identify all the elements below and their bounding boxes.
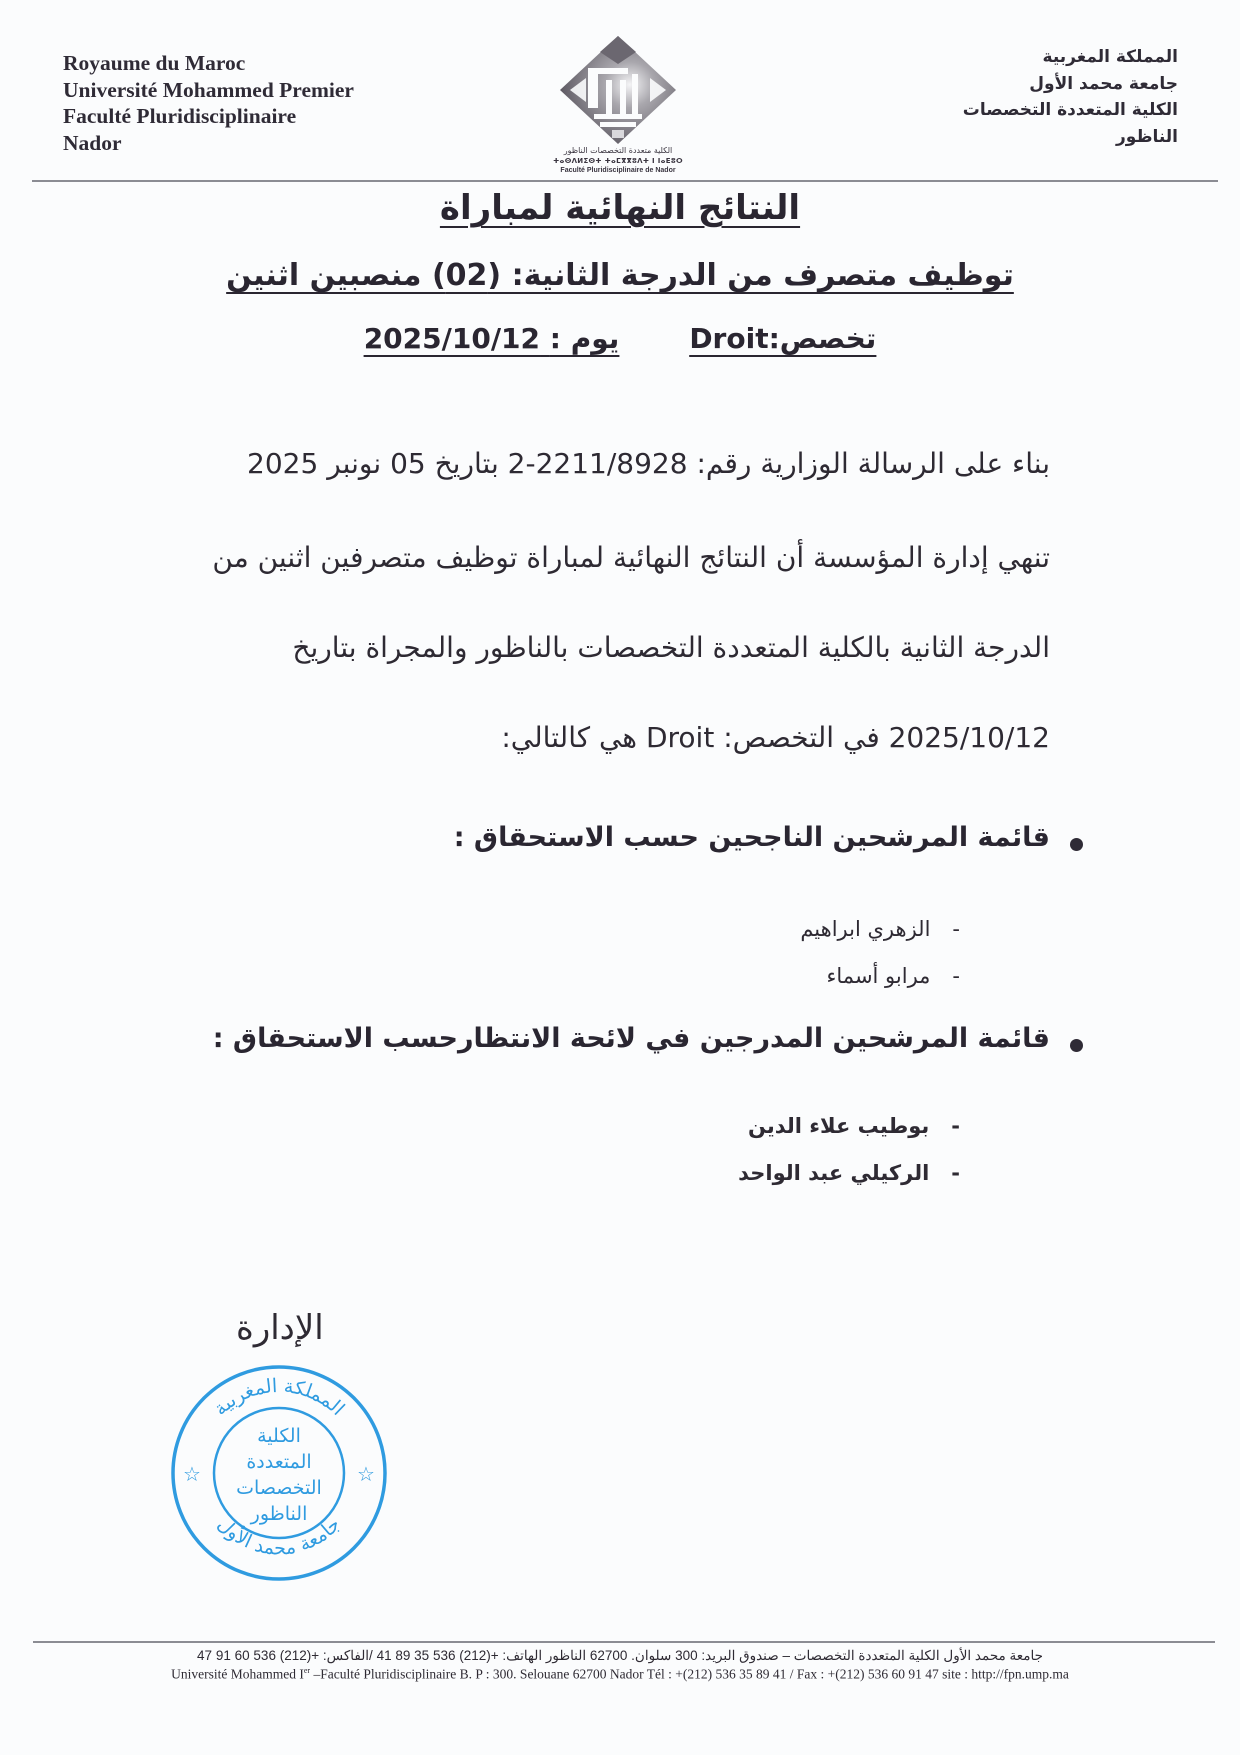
body-paragraph-line: بناء على الرسالة الوزارية رقم: 2211/8928-2 بتاريخ 05 نونبر 2025 — [247, 447, 1050, 480]
admitted-list-item — [800, 917, 960, 941]
waiting-list-item — [748, 1114, 960, 1138]
date-label: يوم : — [549, 322, 620, 355]
stamp-seal-icon — [168, 1362, 390, 1584]
candidate-name: بوطيب علاء الدين — [748, 1114, 930, 1138]
header-left-line: Faculté Pluridisciplinaire — [63, 104, 297, 128]
body-paragraph-line: تنهي إدارة المؤسسة أن النتائج النهائية لمباراة توظيف متصرفين اثنين من — [212, 541, 1050, 574]
dash-icon: - — [951, 1161, 960, 1185]
header-left-block — [63, 50, 354, 156]
header-right-line: المملكة المغربية — [1042, 47, 1178, 67]
logo-caption-arabic: الكلية متعددة التخصصات الناظور — [563, 146, 673, 155]
logo-caption-tifinagh: ⵜⴰⵙⴷⵍⵉⵙⵜ ⵜⴰⵎⴳⴳⵓⴷⵜ ⵏ ⵏⴰⴹⵓⵔ — [553, 157, 683, 165]
header-right-line: الكلية المتعددة التخصصات — [962, 100, 1178, 120]
dash-icon: - — [952, 917, 960, 941]
header-right-line: الناظور — [1116, 126, 1178, 147]
body-paragraph-line: الدرجة الثانية بالكلية المتعددة التخصصات بالناظور والمجراة بتاريخ — [292, 631, 1050, 664]
svg-text:☆: ☆ — [183, 1462, 201, 1486]
stamp-outer-bottom-text: جامعة محمد الأول — [213, 1513, 345, 1560]
main-title-text: النتائج النهائية لمباراة — [439, 188, 801, 228]
header-right-line: جامعة محمد الأول — [1029, 73, 1178, 94]
stamp-inner-line: الناظور — [250, 1503, 308, 1525]
candidate-name: مرابو أسماء — [826, 964, 931, 988]
footer-fr-sup: er — [303, 1666, 311, 1675]
stamp-inner-line: المتعددة — [246, 1451, 312, 1473]
svg-text:المملكة المغربية — [210, 1375, 349, 1420]
specialty-label: تخصص: — [768, 322, 877, 355]
candidate-name: الزهري ابراهيم — [800, 917, 931, 941]
dash-icon: - — [951, 1114, 960, 1138]
logo-caption-french: Faculté Pluridisciplinaire de Nador — [560, 167, 676, 174]
specialty-date-line — [0, 322, 1240, 355]
stamp-inner-line: التخصصات — [236, 1477, 322, 1499]
candidate-name: الركيلي عبد الواحد — [738, 1161, 930, 1185]
header-left-line: Royaume du Maroc — [63, 51, 246, 75]
svg-text:☆: ☆ — [357, 1462, 375, 1486]
waiting-list-heading: قائمة المرشحين المدرجين في لائحة الانتظارحسب الاستحقاق : — [212, 1023, 1050, 1054]
header-divider — [32, 180, 1218, 182]
main-title — [0, 188, 1240, 228]
bullet-icon — [1070, 1039, 1083, 1052]
footer-divider — [33, 1641, 1215, 1643]
dash-icon: - — [952, 964, 960, 988]
signature-label: الإدارة — [236, 1308, 324, 1348]
specialty-value: Droit — [689, 322, 769, 355]
footer-french-line — [0, 1666, 1240, 1683]
subtitle — [0, 258, 1240, 293]
stamp-inner-line: الكلية — [257, 1425, 301, 1447]
body-paragraph-line: 2025/10/12 في التخصص: Droit هي كالتالي: — [501, 721, 1050, 754]
header-left-line: Université Mohammed Premier — [63, 77, 354, 102]
subtitle-text: توظيف متصرف من الدرجة الثانية: (02) منصبين اثنين — [226, 258, 1014, 293]
footer-fr-prefix: Université Mohammed I — [171, 1666, 304, 1682]
header-right-block — [963, 44, 1178, 150]
faculty-logo-emblem-icon — [548, 34, 688, 146]
admitted-list-item — [827, 964, 960, 988]
footer-arabic-line: جامعة محمد الأول الكلية المتعددة التخصصات – صندوق البريد: 300 سلوان. 62700 الناظور الهاتف: +(212) 536 35 89 41 /الفاكس: +(212) 536 60 91 47 — [197, 1648, 1043, 1663]
admitted-list-heading: قائمة المرشحين الناجحين حسب الاستحقاق : — [453, 822, 1050, 853]
faculty-logo — [548, 34, 688, 182]
bullet-icon — [1070, 838, 1083, 851]
date-value: 2025/10/12 — [363, 322, 541, 355]
waiting-list-item — [738, 1161, 960, 1185]
official-stamp — [168, 1362, 390, 1584]
header-left-line: Nador — [63, 130, 122, 155]
stamp-outer-top-text: المملكة المغربية — [209, 1374, 349, 1421]
footer-fr-rest: –Faculté Pluridisciplinaire B. P : 300. Selouane 62700 Nador Tél : +(212) 536 35 89 41 / Fax : +(212) 536 60 91 47 site : http://fpn.ump.ma — [310, 1666, 1069, 1682]
